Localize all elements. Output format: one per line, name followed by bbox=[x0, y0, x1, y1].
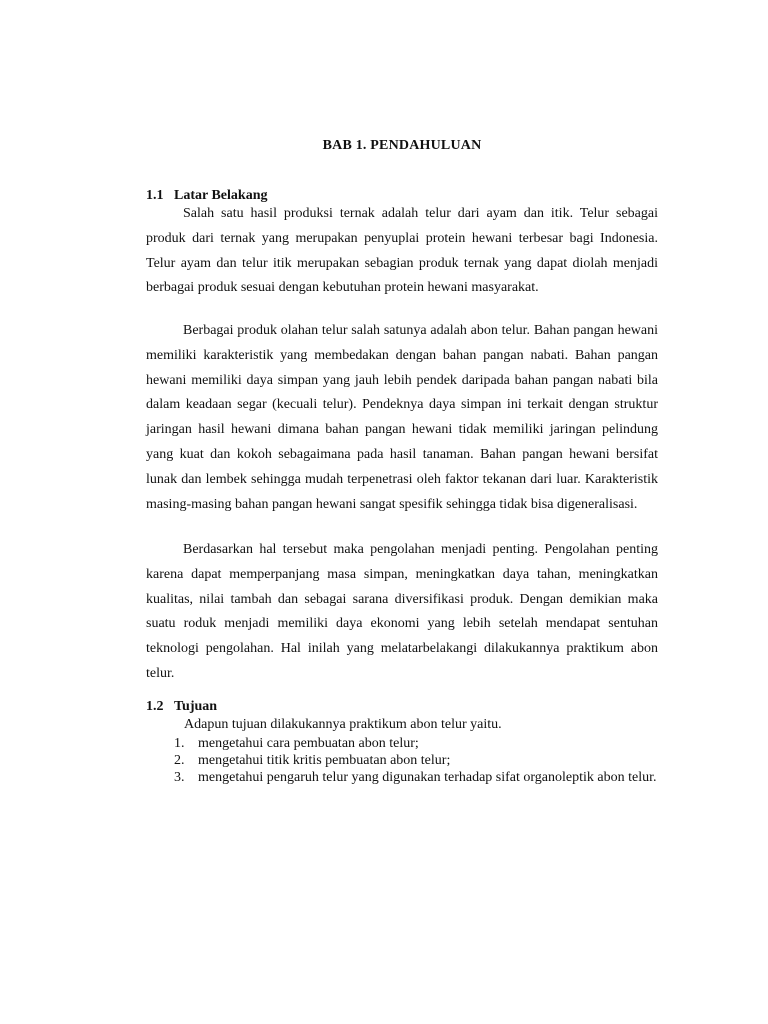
list-item-text: mengetahui cara pembuatan abon telur; bbox=[198, 736, 419, 751]
list-item bbox=[146, 766, 658, 791]
section-number: 1.2 bbox=[146, 699, 164, 714]
section-title: Tujuan bbox=[174, 699, 218, 714]
section-number: 1.1 bbox=[146, 188, 164, 203]
list-item bbox=[146, 735, 658, 752]
paragraph-3: Berdasarkan hal tersebut maka pengolahan menjadi penting. Pengolahan penting karena dapat memperpanjang masa simpan, meningkatkan daya tahan, meningkatkan kualitas, nilai tambah dan sebagai sarana diversifikasi produk. Dengan demikian maka suatu roduk menjadi memiliki daya ekonomi yang lebih setelah mendapat sentuhan teknologi pengolahan. Hal inilah yang melatarbelakangi dilakukannya praktikum abon telur. bbox=[146, 542, 658, 681]
objectives-list bbox=[146, 735, 658, 791]
list-item-number: 2. bbox=[174, 753, 185, 768]
list-item-number: 1. bbox=[174, 736, 185, 751]
section-title: Latar Belakang bbox=[174, 188, 268, 203]
objectives-intro: Adapun tujuan dilakukannya praktikum abon telur yaitu. bbox=[184, 717, 502, 732]
paragraph-2: Berbagai produk olahan telur salah satunya adalah abon telur. Bahan pangan hewani memiliki karakteristik yang membedakan dengan bahan pangan nabati. Bahan pangan hewani memiliki daya simpan yang jauh lebih pendek daripada bahan pangan nabati bila dalam keadaan segar (kecuali telur). Pendeknya daya simpan ini terkait dengan struktur jaringan hasil hewani dimana bahan pangan hewani tidak memiliki jaringan pelindung yang kuat dan kokoh sebagaimana pada hasil tanaman. Bahan pangan hewani bersifat lunak dan lembek sehingga mudah terpenetrasi oleh faktor tekanan dari luar. Karakteristik masing-masing bahan pangan hewani sangat spesifik sehingga tidak bisa digeneralisasi. bbox=[146, 323, 658, 512]
list-item-text: mengetahui pengaruh telur yang digunakan terhadap sifat organoleptik abon telur. bbox=[198, 770, 657, 785]
paragraph-1: Salah satu hasil produksi ternak adalah telur dari ayam dan itik. Telur sebagai produk dari ternak yang merupakan penyuplai protein hewani terbesar bagi Indonesia. Telur ayam dan telur itik merupakan sebagian produk ternak yang dapat diolah menjadi berbagai produk sesuai dengan kebutuhan protein hewani masyarakat. bbox=[146, 206, 658, 296]
section-heading-tujuan bbox=[146, 699, 217, 715]
list-item-text: mengetahui titik kritis pembuatan abon telur; bbox=[198, 753, 451, 768]
list-item-number: 3. bbox=[174, 770, 185, 785]
page-title: BAB 1. PENDAHULUAN bbox=[322, 138, 482, 153]
